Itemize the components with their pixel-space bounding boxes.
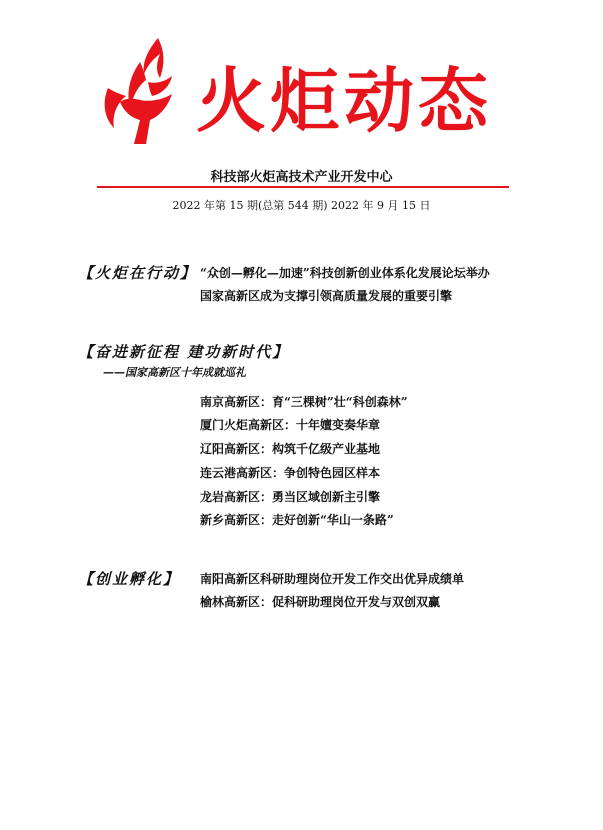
toc-item[interactable]: 南阳高新区科研助理岗位开发工作交出优异成绩单 <box>200 572 465 586</box>
publisher-name: 科技部火炬高技术产业开发中心 <box>210 170 393 185</box>
toc-item[interactable]: 国家高新区成为支撑引领高质量发展的重要引擎 <box>200 289 453 303</box>
toc-item[interactable]: 连云港高新区：争创特色园区样本 <box>200 466 381 480</box>
section-label-new-journey: 【奋进新征程 建功新时代】 <box>78 343 290 361</box>
issue-info: 2022 年第 15 期(总第 544 期) 2022 年 9 月 15 日 <box>172 199 431 212</box>
header-divider <box>97 186 509 188</box>
toc-item[interactable]: 新乡高新区：走好创新“华山一条路” <box>200 513 394 527</box>
toc-item[interactable]: 辽阳高新区：构筑千亿级产业基地 <box>200 442 381 456</box>
toc-item[interactable]: 南京高新区：育“三棵树”壮“科创森林” <box>200 395 408 409</box>
torch-flame-logo-icon <box>100 36 178 146</box>
toc-item[interactable]: 龙岩高新区：勇当区域创新主引擎 <box>200 490 381 504</box>
toc-item[interactable]: 榆林高新区：促科研助理岗位开发与双创双赢 <box>200 595 441 609</box>
section-label-startup-incubation: 【创业孵化】 <box>78 570 181 588</box>
masthead-title: 火炬动态 <box>196 60 492 142</box>
section-sublabel: ——国家高新区十年成就巡礼 <box>103 366 246 379</box>
toc-item[interactable]: “众创—孵化—加速”科技创新创业体系化发展论坛举办 <box>200 266 490 280</box>
toc-item[interactable]: 厦门火炬高新区：十年嬗变奏华章 <box>200 418 381 432</box>
section-label-torch-action: 【火炬在行动】 <box>78 264 198 282</box>
